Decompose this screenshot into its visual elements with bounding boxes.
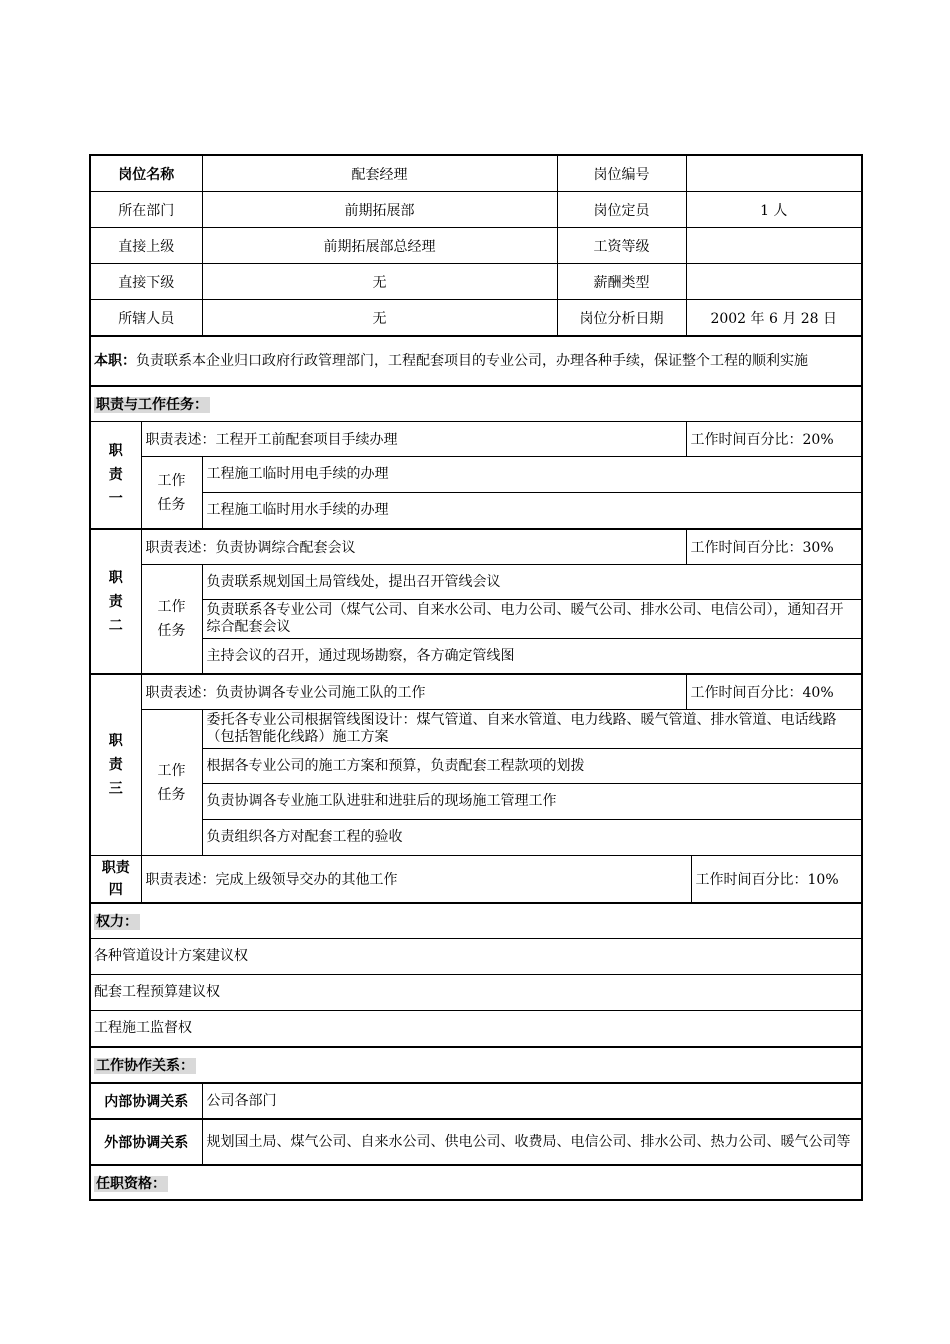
duty-percentage: 工作时间百分比：20% [686, 422, 862, 457]
duty-percentage: 工作时间百分比：40% [686, 674, 862, 710]
power-row [90, 939, 862, 975]
task-item: 负责组织各方对配套工程的验收 [202, 820, 862, 856]
power-row [90, 1011, 862, 1048]
task-row [90, 565, 862, 600]
duty-row [90, 529, 862, 565]
header-row [90, 192, 862, 228]
task-label-text: 工作任务 [157, 599, 186, 639]
task-row [90, 820, 862, 856]
header-value [686, 155, 862, 192]
summary-label: 本职： [94, 352, 136, 369]
powers-title-cell [90, 903, 862, 939]
task-label-text: 工作任务 [157, 762, 186, 803]
header-label: 所在部门 [90, 192, 202, 228]
task-row [90, 710, 862, 749]
task-row [90, 457, 862, 493]
power-item: 配套工程预算建议权 [90, 975, 862, 1011]
header-value: 2002 年 6 月 28 日 [686, 300, 862, 337]
header-label: 岗位编号 [557, 155, 686, 192]
header-label: 所辖人员 [90, 300, 202, 337]
task-row [90, 639, 862, 675]
task-item: 工程施工临时用水手续的办理 [202, 493, 862, 530]
task-item: 负责协调各专业施工队进驻和进驻后的现场施工管理工作 [202, 784, 862, 820]
qualifications-title: 任职资格： [96, 1175, 166, 1192]
internal-relation-label: 内部协调关系 [90, 1083, 202, 1119]
duty-row [90, 674, 862, 710]
summary-text: 负责联系本企业归口政府行政管理部门，工程配套项目的专业公司，办理各种手续，保证整个工程的顺利实施 [136, 352, 808, 369]
duty-name-text: 职责四 [101, 860, 130, 898]
task-label [141, 565, 202, 675]
task-item: 主持会议的召开，通过现场勘察，各方确定管线图 [202, 639, 862, 675]
header-row [90, 155, 862, 192]
header-label: 岗位分析日期 [557, 300, 686, 337]
qualifications-title-row [90, 1165, 862, 1200]
internal-relation-value: 公司各部门 [202, 1083, 862, 1119]
relation-row [90, 1083, 862, 1119]
duty-name [90, 422, 141, 530]
duty-percentage: 工作时间百分比：10% [691, 856, 862, 904]
qualifications-title-cell [90, 1165, 862, 1200]
duty-row [90, 856, 862, 904]
duty-description: 职责表述：工程开工前配套项目手续办理 [141, 422, 686, 457]
task-item: 负责联系规划国土局管线处，提出召开管线会议 [202, 565, 862, 600]
header-label: 薪酬类型 [557, 264, 686, 300]
task-item: 委托各专业公司根据管线图设计：煤气管道、自来水管道、电力线路、暖气管道、排水管道、电话线路（包括智能化线路）施工方案 [202, 710, 862, 749]
task-row [90, 600, 862, 639]
task-item: 根据各专业公司的施工方案和预算，负责配套工程款项的划拨 [202, 749, 862, 784]
task-label [141, 710, 202, 856]
duties-title: 职责与工作任务： [96, 397, 208, 413]
duty-description: 职责表述：负责协调各专业公司施工队的工作 [141, 674, 686, 710]
header-label: 直接下级 [90, 264, 202, 300]
header-value [686, 264, 862, 300]
header-value [686, 228, 862, 264]
job-description-document [89, 154, 861, 1201]
duty-name [90, 674, 141, 856]
duty-name-text: 职责二 [108, 569, 123, 634]
header-row [90, 264, 862, 300]
header-row [90, 300, 862, 337]
summary-row [90, 336, 862, 386]
duties-title-row [90, 386, 862, 422]
duty-description: 职责表述：负责协调综合配套会议 [141, 529, 686, 565]
duty-percentage: 工作时间百分比：30% [686, 529, 862, 565]
external-relation-label: 外部协调关系 [90, 1119, 202, 1165]
power-item: 工程施工监督权 [90, 1011, 862, 1048]
external-relation-value: 规划国土局、煤气公司、自来水公司、供电公司、收费局、电信公司、排水公司、热力公司、暖气公司等 [202, 1119, 862, 1165]
task-item: 负责联系各专业公司（煤气公司、自来水公司、电力公司、暖气公司、排水公司、电信公司），通知召开综合配套会议 [202, 600, 862, 639]
header-label: 直接上级 [90, 228, 202, 264]
header-value: 无 [202, 264, 557, 300]
duty-description: 职责表述：完成上级领导交办的其他工作 [141, 856, 691, 904]
duty-row [90, 422, 862, 457]
duty-name [90, 529, 141, 674]
task-label-text: 工作任务 [157, 472, 186, 513]
powers-title: 权力： [96, 914, 138, 930]
task-row [90, 493, 862, 530]
header-label: 岗位名称 [90, 155, 202, 192]
summary-cell [90, 336, 862, 386]
duty-name-text: 职责一 [108, 443, 123, 507]
job-description-table [89, 154, 863, 1201]
relations-title-row [90, 1047, 862, 1083]
task-label [141, 457, 202, 530]
header-value: 前期拓展部总经理 [202, 228, 557, 264]
header-label: 岗位定员 [557, 192, 686, 228]
relation-row [90, 1119, 862, 1165]
header-label: 工资等级 [557, 228, 686, 264]
power-item: 各种管道设计方案建议权 [90, 939, 862, 975]
header-value: 配套经理 [202, 155, 557, 192]
power-row [90, 975, 862, 1011]
header-value: 无 [202, 300, 557, 337]
header-value: 1 人 [686, 192, 862, 228]
duty-name-text: 职责三 [108, 733, 123, 797]
relations-title: 工作协作关系： [96, 1058, 194, 1074]
task-item: 工程施工临时用电手续的办理 [202, 457, 862, 493]
header-value: 前期拓展部 [202, 192, 557, 228]
header-row [90, 228, 862, 264]
duty-name [90, 856, 141, 904]
powers-title-row [90, 903, 862, 939]
duties-title-cell [90, 386, 862, 422]
task-row [90, 749, 862, 784]
relations-title-cell [90, 1047, 862, 1083]
task-row [90, 784, 862, 820]
